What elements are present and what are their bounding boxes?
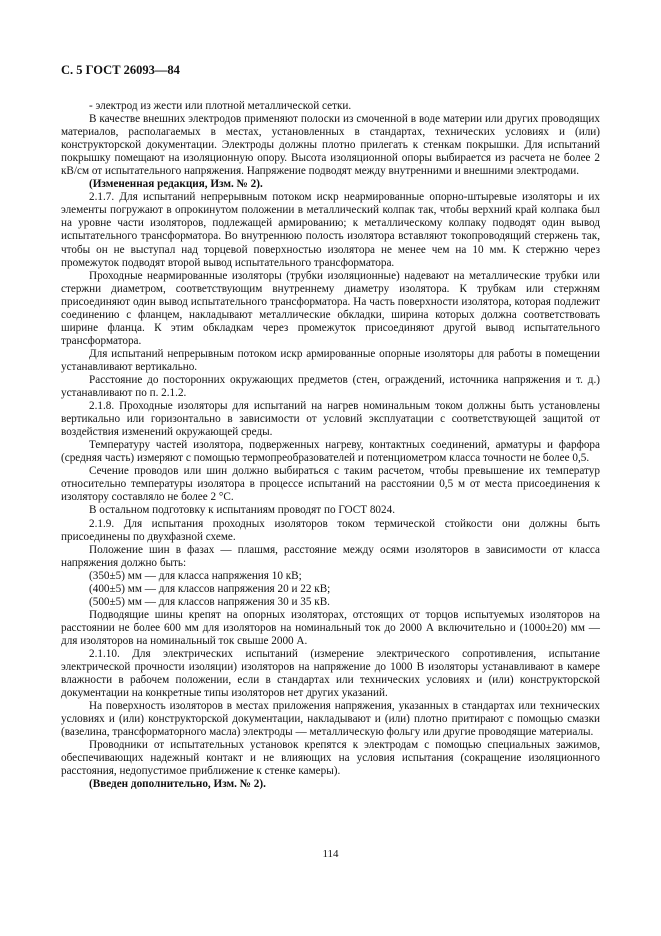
paragraph: Подводящие шины крепят на опорных изоляторах, отстоящих от торцов испытуемых изоляторов на расстоянии не более 600 мм для изоляторов на номинальный ток до 2000 А включительно и (1000±20) мм — для изоляторов на номинальный ток свыше 2000 А.	[61, 608, 600, 647]
paragraph: В качестве внешних электродов применяют полоски из смоченной в воде материи или других проводящих материалов, располагаемых в местах, установленных в стандартах, технических условиях и (или) конструкторской документации. Электроды должны плотно прилегать к стенкам покрышки. Для испытаний покрышку помещают на изоляционную опору. Высота изоляционной опоры выбирается из расчета не более 2 кВ/см от испытательного напряжения. Напряжение подводят между внутренними и внешними электродами.	[61, 113, 600, 178]
paragraph: Сечение проводов или шин должно выбираться с таким расчетом, чтобы превышение их температур относительно температуры изолятора в процессе испытаний на расстоянии 0,5 м от места присоединения к изолятору составляло не более 2 °С.	[61, 465, 600, 504]
paragraph: 2.1.7. Для испытаний непрерывным потоком искр неармированные опорно-штыревые изоляторы и их элементы погружают в опрокинутом положении в металлический колпак так, чтобы верхний край колпака был на уровне части изоляторов, подлежащей армированию; к металлическому колпаку подводят один вывод испытательного трансформатора. Во внутреннюю полость изолятора вставляют токопроводящий стержень так, чтобы он не выступал над торцевой поверхностью изолятора не менее чем на 10 мм. К стержню через промежуток подводят второй вывод испытательного трансформатора.	[61, 191, 600, 269]
paragraph: 2.1.9. Для испытания проходных изоляторов током термической стойкости они должны быть присоединены по двухфазной схеме.	[61, 517, 600, 543]
paragraph: Температуру частей изолятора, подверженных нагреву, контактных соединений, арматуры и фарфора (средняя часть) измеряют с помощью термопреобразователей и потенциометром класса точности не более 0,5.	[61, 439, 600, 465]
list-item: (350±5) мм — для класса напряжения 10 кВ;	[89, 569, 302, 582]
list-item: (500±5) мм — для классов напряжения 30 и 35 кВ.	[89, 595, 330, 608]
paragraph: Проходные неармированные изоляторы (трубки изоляционные) надевают на металлические трубки или стержни диаметром, соответствующим внутреннему диаметру изолятора. К трубкам или стержням присоединяют один вывод испытательного трансформатора. На часть поверхности изолятора, которая подлежит соединению с фланцем, накладывают металлические обкладки, ширина которых должна соответствовать ширине фланца. К этим обкладкам через промежуток присоединяют другой вывод испытательного трансформатора.	[61, 269, 600, 347]
paragraph: Положение шин в фазах — плашмя, расстояние между осями изоляторов в зависимости от класса напряжения должно быть:	[61, 543, 600, 569]
amendment-note: (Введен дополнительно, Изм. № 2).	[89, 778, 266, 791]
paragraph: Расстояние до посторонних окружающих предметов (стен, ограждений, источника напряжения и т. д.) устанавливают по п. 2.1.2.	[61, 373, 600, 400]
paragraph: На поверхность изоляторов в местах приложения напряжения, указанных в стандартах или технических условиях и (или) конструкторской документации, накладывают и (или) плотно притирают с помощью смазки (вазелина, трансформаторного масла) электроды — металлическую фольгу или другие проводящие материалы.	[61, 700, 600, 739]
document-body	[61, 100, 600, 791]
page-number: 114	[322, 848, 339, 860]
paragraph: 2.1.10. Для электрических испытаний (измерение электрического сопротивления, испытание электрической прочности изоляции) изоляторов на напряжение до 1000 В изоляторы устанавливают в камере влажности в рабочем положении, если в стандартах или технических условиях и (или) конструкторской документации на конкретные типы изоляторов нет других указаний.	[61, 647, 600, 700]
list-item: (400±5) мм — для классов напряжения 20 и 22 кВ;	[89, 582, 331, 595]
paragraph: Для испытаний непрерывным потоком искр армированные опорные изоляторы для работы в помещении устанавливают вертикально.	[61, 347, 600, 373]
amendment-note: (Измененная редакция, Изм. № 2).	[89, 178, 263, 191]
page-header: С. 5 ГОСТ 26093—84	[61, 63, 180, 77]
paragraph: - электрод из жести или плотной металлической сетки.	[89, 100, 352, 112]
paragraph: Проводники от испытательных установок крепятся к электродам с помощью специальных зажимов, обеспечивающих надежный контакт и не влияющих на условия испытания (сокращение изоляционного расстояния, недопустимое приближение к стенке камеры).	[61, 739, 600, 778]
paragraph: В остальном подготовку к испытаниям проводят по ГОСТ 8024.	[89, 504, 396, 517]
paragraph: 2.1.8. Проходные изоляторы для испытаний на нагрев номинальным током должны быть установлены вертикально или горизонтально в зависимости от условий эксплуатации с соответствующей защитой от воздействия изменений окружающей среды.	[61, 400, 600, 439]
